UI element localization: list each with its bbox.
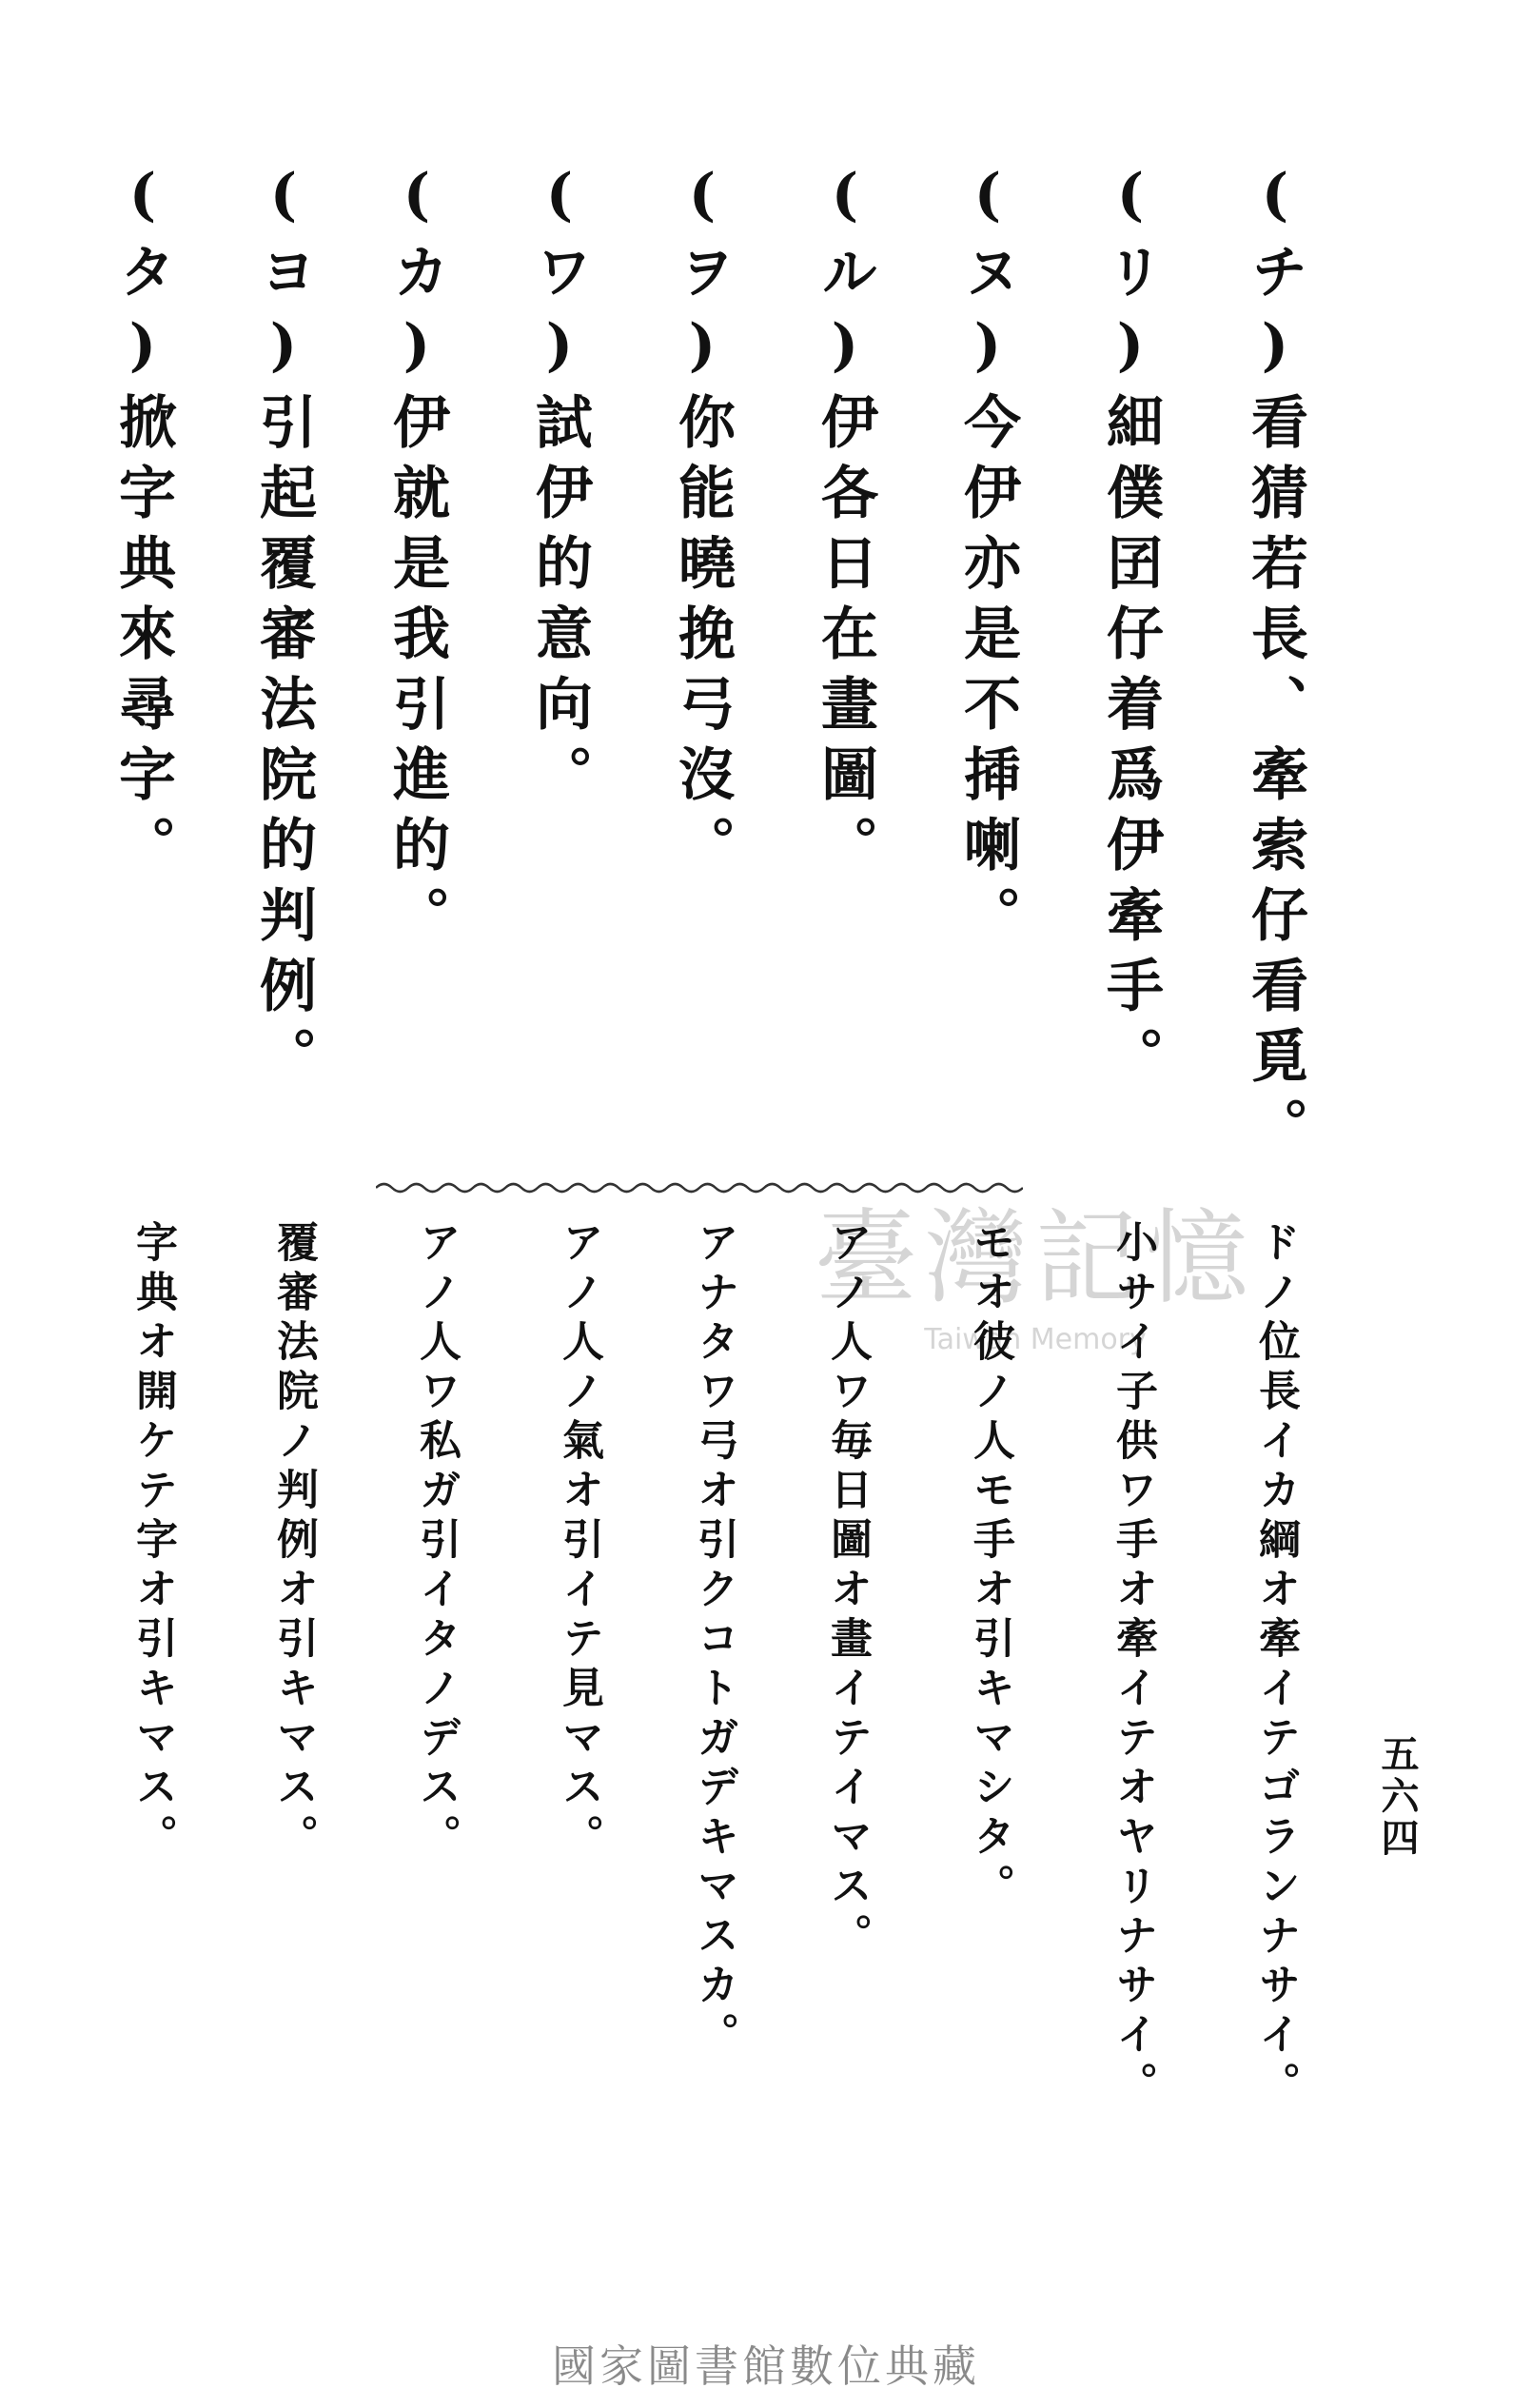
collection-footer: 國家圖書館數位典藏	[552, 2340, 980, 2392]
top-line-2: (リ)細僕囝仔着爲伊牽手。	[1097, 162, 1164, 1096]
bottom-line-5: アナタワ弓オ引クコトガデキマスカ。	[690, 1220, 738, 2062]
top-line-8: (ヨ)引起覆審法院的判例。	[250, 162, 317, 1096]
bottom-line-2: 小サイ子供ワ手オ牽イテオヤリナサイ。	[1109, 1220, 1157, 2111]
bottom-line-8: 覆審法院ノ判例オ引キマス。	[269, 1220, 318, 1864]
top-line-1: (チ)看猜若長、牽索仔看覓。	[1242, 162, 1308, 1167]
bottom-line-4: アノ人ワ毎日圖オ畫イテイマス。	[823, 1220, 872, 1963]
wavy-divider	[376, 1178, 1023, 1197]
top-line-9: (タ)掀字典來尋字。	[109, 162, 176, 885]
top-line-4: (ル)伊各日在畫圖。	[812, 162, 878, 885]
top-line-3: (ヌ)今伊亦是不揷喇。	[954, 162, 1021, 956]
bottom-line-3: モオ彼ノ人モ手オ引キマシタ。	[966, 1220, 1014, 1913]
page-number: 五六四	[1375, 1734, 1420, 1860]
top-line-6: (ワ)試伊的意向。	[526, 162, 593, 815]
bottom-line-6: アノ人ノ氣オ引イテ見マス。	[555, 1220, 603, 1864]
watermark-subtitle: Taiwan Memory	[924, 1323, 1147, 1356]
bottom-line-1: ドノ位長イカ綱オ牽イテゴランナサイ。	[1251, 1220, 1300, 2111]
bottom-line-9: 字典オ開ケテ字オ引キマス。	[128, 1220, 177, 1864]
top-line-7: (カ)伊就是我引進的。	[383, 162, 450, 956]
bottom-line-7: アノ人ワ私ガ引イタノデス。	[412, 1220, 461, 1864]
top-line-5: (ヲ)你能曉挽弓沒。	[669, 162, 736, 885]
watermark-title: 臺灣記憶	[814, 1199, 1256, 1318]
